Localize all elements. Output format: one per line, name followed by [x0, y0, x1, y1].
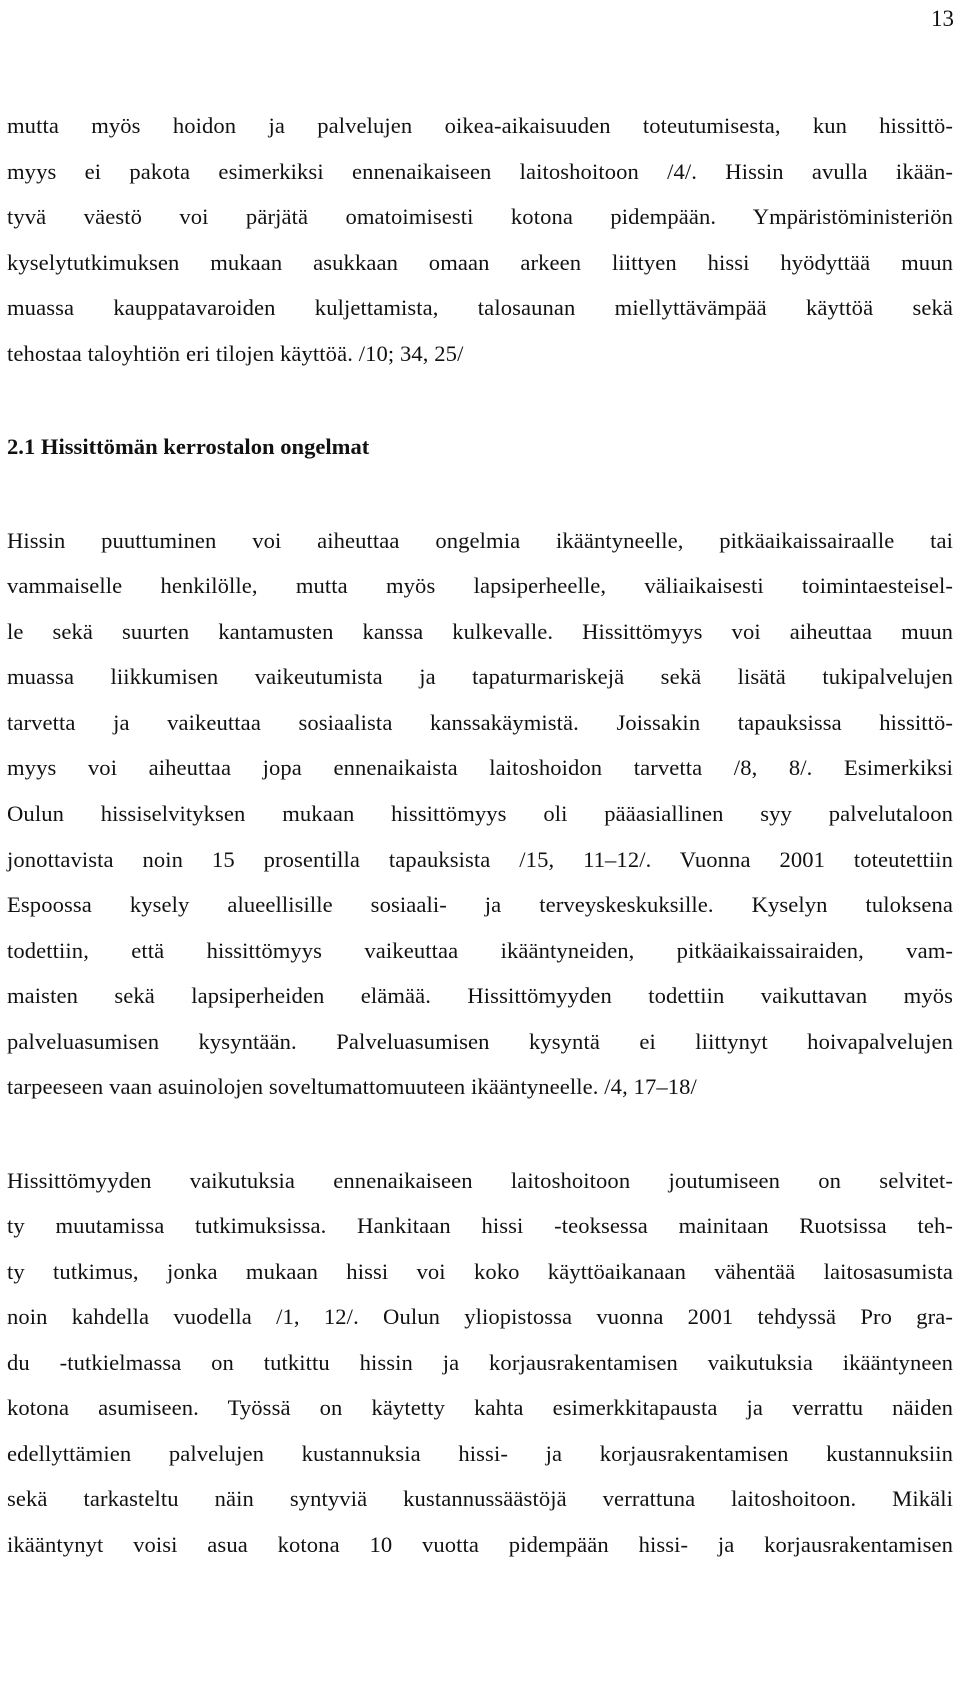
paragraph-3-line-4: noin kahdella vuodella /1, 12/. Oulun yliopistossa vuonna 2001 tehdyssä Pro gra- [7, 1304, 953, 1329]
paragraph-2-line-1: Hissin puuttuminen voi aiheuttaa ongelmia ikääntyneelle, pitkäaikaissairaalle tai [7, 528, 953, 553]
paragraph-2-line-5: tarvetta ja vaikeuttaa sosiaalista kanssakäymistä. Joissakin tapauksissa hissittö- [7, 710, 953, 735]
paragraph-2-line-3: le sekä suurten kantamusten kanssa kulkevalle. Hissittömyys voi aiheuttaa muun [7, 619, 953, 644]
paragraph-2-line-4: muassa liikkumisen vaikeutumista ja tapaturmariskejä sekä lisätä tukipalvelujen [7, 664, 953, 689]
paragraph-2-line-7: Oulun hissiselvityksen mukaan hissittömyys oli pääasiallinen syy palvelutaloon [7, 801, 953, 826]
section-heading: 2.1 Hissittömän kerrostalon ongelmat [7, 434, 370, 459]
paragraph-1-line-2: myys ei pakota esimerkiksi ennenaikaiseen laitoshoitoon /4/. Hissin avulla ikään- [7, 159, 953, 184]
paragraph-3-line-2: ty muutamissa tutkimuksissa. Hankitaan hissi -teoksessa mainitaan Ruotsissa teh- [7, 1213, 953, 1238]
paragraph-2-line-8: jonottavista noin 15 prosentilla tapauksista /15, 11–12/. Vuonna 2001 toteutettiin [7, 847, 953, 872]
paragraph-2-line-9: Espoossa kysely alueellisille sosiaali- ja terveyskeskuksille. Kyselyn tuloksena [7, 892, 953, 917]
paragraph-2-line-10: todettiin, että hissittömyys vaikeuttaa ikääntyneiden, pitkäaikaissairaiden, vam- [7, 938, 953, 963]
paragraph-3-line-8: sekä tarkasteltu näin syntyviä kustannussäästöjä verrattuna laitoshoitoon. Mikäli [7, 1486, 953, 1511]
paragraph-3-line-6: kotona asumiseen. Työssä on käytetty kahta esimerkkitapausta ja verrattu näiden [7, 1395, 953, 1420]
paragraph-2-line-11: maisten sekä lapsiperheiden elämää. Hissittömyyden todettiin vaikuttavan myös [7, 983, 953, 1008]
paragraph-1-line-5: muassa kauppatavaroiden kuljettamista, talosaunan miellyttävämpää käyttöä sekä [7, 295, 953, 320]
paragraph-1-line-6: tehostaa taloyhtiön eri tilojen käyttöä. /10; 34, 25/ [7, 341, 464, 366]
paragraph-3-line-5: du -tutkielmassa on tutkittu hissin ja korjausrakentamisen vaikutuksia ikääntyneen [7, 1350, 953, 1375]
paragraph-1-line-1: mutta myös hoidon ja palvelujen oikea-aikaisuuden toteutumisesta, kun hissittö- [7, 113, 953, 138]
paragraph-3-line-3: ty tutkimus, jonka mukaan hissi voi koko käyttöaikanaan vähentää laitosasumista [7, 1259, 953, 1284]
paragraph-2-line-13: tarpeeseen vaan asuinolojen soveltumattomuuteen ikääntyneelle. /4, 17–18/ [7, 1074, 697, 1099]
paragraph-2-line-12: palveluasumisen kysyntään. Palveluasumisen kysyntä ei liittynyt hoivapalvelujen [7, 1029, 953, 1054]
paragraph-1-line-4: kyselytutkimuksen mukaan asukkaan omaan arkeen liittyen hissi hyödyttää muun [7, 250, 953, 275]
paragraph-2-line-2: vammaiselle henkilölle, mutta myös lapsiperheelle, väliaikaisesti toimintaesteisel- [7, 573, 953, 598]
paragraph-3-line-7: edellyttämien palvelujen kustannuksia hissi- ja korjausrakentamisen kustannuksiin [7, 1441, 953, 1466]
paragraph-1-line-3: tyvä väestö voi pärjätä omatoimisesti kotona pidempään. Ympäristöministeriön [7, 204, 953, 229]
paragraph-3-line-9: ikääntynyt voisi asua kotona 10 vuotta pidempään hissi- ja korjausrakentamisen [7, 1532, 953, 1557]
paragraph-2-line-6: myys voi aiheuttaa jopa ennenaikaista laitoshoidon tarvetta /8, 8/. Esimerkiksi [7, 755, 953, 780]
paragraph-3-line-1: Hissittömyyden vaikutuksia ennenaikaiseen laitoshoitoon joutumiseen on selvitet- [7, 1168, 953, 1193]
page-number: 13 [931, 6, 954, 31]
